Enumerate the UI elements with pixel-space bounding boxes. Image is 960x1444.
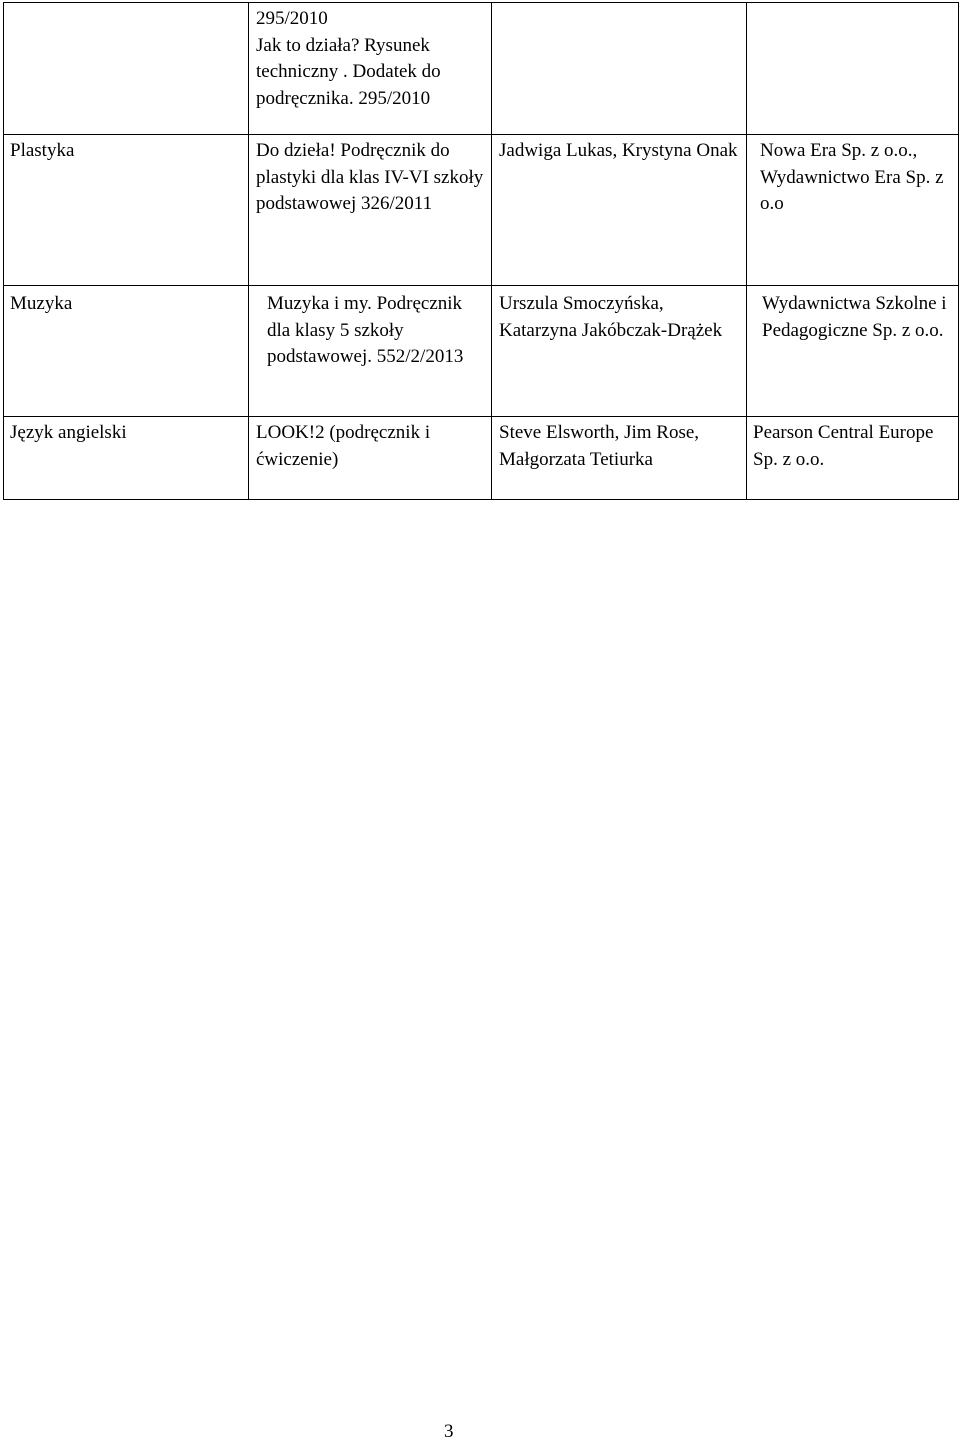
title-cell: 295/2010 Jak to działa? Rysunek techniczny . Dodatek do podręcznika. 295/2010 bbox=[249, 3, 492, 135]
publisher-cell: Wydawnictwa Szkolne i Pedagogiczne Sp. z o.o. bbox=[747, 286, 959, 417]
authors-cell: Steve Elsworth, Jim Rose, Małgorzata Tetiurka bbox=[492, 417, 747, 500]
table-row bbox=[4, 3, 959, 135]
subject-cell: Muzyka bbox=[4, 286, 249, 417]
authors-cell: Jadwiga Lukas, Krystyna Onak bbox=[492, 135, 747, 286]
title-cell: Muzyka i my. Podręcznik dla klasy 5 szkoły podstawowej. 552/2/2013 bbox=[249, 286, 492, 417]
table-row bbox=[4, 417, 959, 500]
title-cell: LOOK!2 (podręcznik i ćwiczenie) bbox=[249, 417, 492, 500]
table-row bbox=[4, 286, 959, 417]
authors-cell bbox=[492, 3, 747, 135]
table-row bbox=[4, 135, 959, 286]
page-number: 3 bbox=[444, 1421, 454, 1442]
subject-cell bbox=[4, 3, 249, 135]
title-cell: Do dzieła! Podręcznik do plastyki dla klas IV-VI szkoły podstawowej 326/2011 bbox=[249, 135, 492, 286]
publisher-cell bbox=[747, 3, 959, 135]
publisher-cell: Pearson Central Europe Sp. z o.o. bbox=[747, 417, 959, 500]
authors-cell: Urszula Smoczyńska, Katarzyna Jakóbczak-Drążek bbox=[492, 286, 747, 417]
publisher-cell: Nowa Era Sp. z o.o., Wydawnictwo Era Sp. z o.o bbox=[747, 135, 959, 286]
subject-cell: Język angielski bbox=[4, 417, 249, 500]
textbook-table bbox=[3, 2, 959, 500]
subject-cell: Plastyka bbox=[4, 135, 249, 286]
